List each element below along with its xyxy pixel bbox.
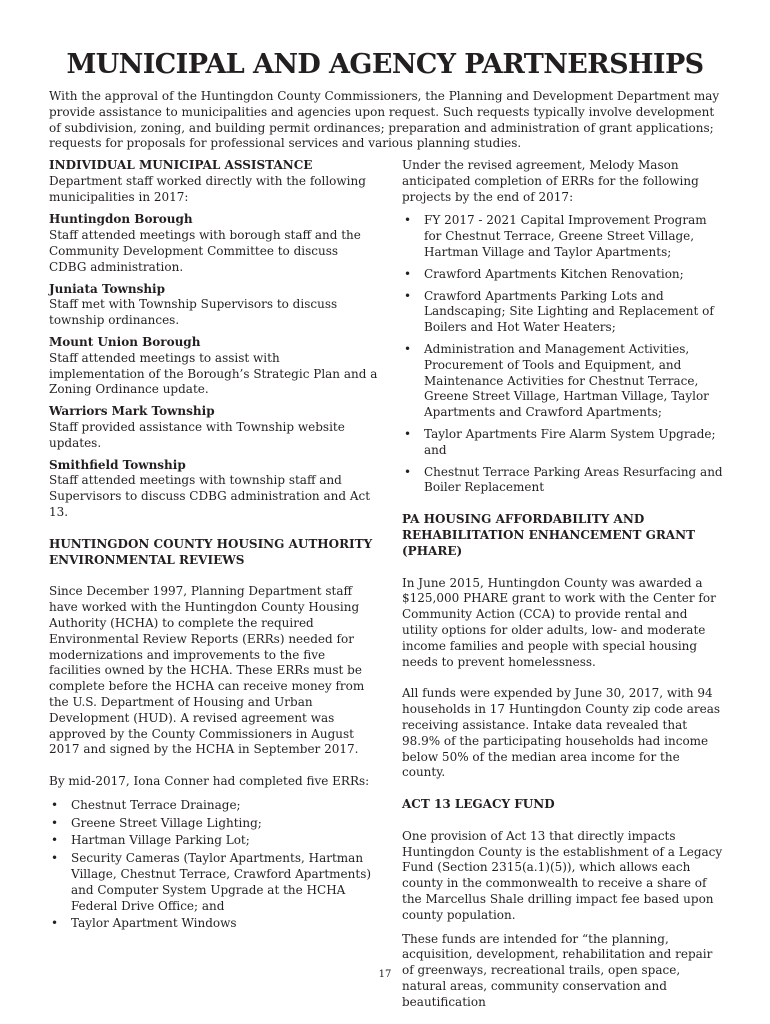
errs-list <box>49 798 379 932</box>
list-item: • Taylor Apartments Fire Alarm System Upgrade; and <box>402 427 724 459</box>
municipality-text: Staff provided assistance with Township website updates. <box>49 419 345 450</box>
hcha-projects-intro: Under the revised agreement, Melody Mason anticipated completion of ERRs for the following projects by the end of 2017: <box>402 158 699 204</box>
act13-paragraph-1: One provision of Act 13 that directly impacts Huntingdon County is the establishment of a Legacy Fund (Section 2315(a.1)(5)), which allows each county in the commonwealth to receive a share of the Marcellus Shale drilling impact fee based upon county population. <box>402 828 723 922</box>
list-item: • Crawford Apartments Kitchen Renovation; <box>402 267 724 283</box>
municipality-text: Staff met with Township Supervisors to discuss township ordinances. <box>49 297 338 328</box>
hcha-paragraph: Since December 1997, Planning Department staff have worked with the Huntingdon County Housing Authority (HCHA) to complete the required Environmental Review Reports (ERRs) needed for modernizations and improvements to the five facilities owned by the HCHA. These ERRs must be complete before the HCHA can receive money from the U.S. Department of Housing and Urban Development (HUD). A revised agreement was approved by the County Commissioners in August 2017 and signed by the HCHA in September 2017. <box>49 584 365 757</box>
municipality-name: Smithfield Township <box>49 457 186 472</box>
act13-paragraph-2: These funds are intended for “the planning, acquisition, development, rehabilitation and repair of greenways, recreational trails, open space, natural areas, community conservation and beautification <box>402 931 713 1009</box>
right-column <box>402 158 724 1011</box>
projects-list <box>402 213 724 496</box>
individual-intro: Department staff worked directly with the following municipalities in 2017: <box>49 173 366 204</box>
municipality-entry <box>49 212 379 275</box>
municipality-entry <box>49 282 379 329</box>
list-item: • Crawford Apartments Parking Lots and Landscaping; Site Lighting and Replacement of Boilers and Hot Water Heaters; <box>402 289 724 336</box>
municipality-entry <box>49 404 379 451</box>
municipality-name: Huntingdon Borough <box>49 212 193 227</box>
page-title: MUNICIPAL AND AGENCY PARTNERSHIPS <box>66 49 704 80</box>
intro-paragraph: With the approval of the Huntingdon County Commissioners, the Planning and Development Department may provide assistance to municipalities and agencies upon request. Such requests typically involve development of subdivision, zoning, and building permit ordinances; preparation and administration of grant applications; requests for proposals for professional services and various planning studies. <box>49 89 720 151</box>
municipality-text: Staff attended meetings with borough staff and the Community Development Committee to discuss CDBG administration. <box>49 228 361 274</box>
phare-paragraph-1: In June 2015, Huntingdon County was awarded a $125,000 PHARE grant to work with the Center for Community Action (CCA) to provide rental and utility options for older adults, low- and moderate income families and people with special housing needs to prevent homelessness. <box>402 575 716 669</box>
phare-paragraph-2: All funds were expended by June 30, 2017, with 94 households in 17 Huntingdon County zip code areas receiving assistance. Intake data revealed that 98.9% of the participating households had income below 50% of the median area income for the county. <box>402 686 721 780</box>
act13-heading: ACT 13 LEGACY FUND <box>402 797 555 812</box>
list-item: • Greene Street Village Lighting; <box>49 816 379 832</box>
municipality-name: Juniata Township <box>49 281 165 296</box>
municipality-entry <box>49 335 379 398</box>
list-item: • Chestnut Terrace Parking Areas Resurfacing and Boiler Replacement <box>402 465 724 497</box>
municipality-text: Staff attended meetings to assist with implementation of the Borough’s Strategic Plan and a Zoning Ordinance update. <box>49 350 378 397</box>
list-item: • Administration and Management Activities, Procurement of Tools and Equipment, and Maintenance Activities for Chestnut Terrace, Greene Street Village, Hartman Village, Taylor Apartments and Crawford Apartments; <box>402 342 724 421</box>
municipality-entry <box>49 458 379 521</box>
list-item: • Hartman Village Parking Lot; <box>49 833 379 849</box>
hcha-errs-intro: By mid-2017, Iona Conner had completed five ERRs: <box>49 774 370 789</box>
list-item: • Chestnut Terrace Drainage; <box>49 798 379 814</box>
list-item: • Taylor Apartment Windows <box>49 916 379 932</box>
municipality-text: Staff attended meetings with township staff and Supervisors to discuss CDBG administration and Act 13. <box>49 473 371 519</box>
municipality-name: Warriors Mark Township <box>49 404 215 419</box>
individual-heading: INDIVIDUAL MUNICIPAL ASSISTANCE <box>49 158 313 172</box>
phare-heading: PA HOUSING AFFORDABILITY AND REHABILITATION ENHANCEMENT GRANT (PHARE) <box>402 512 696 558</box>
list-item: • FY 2017 - 2021 Capital Improvement Program for Chestnut Terrace, Greene Street Village, Hartman Village and Taylor Apartments; <box>402 213 724 260</box>
page-number: 17 <box>378 969 392 980</box>
list-item: • Security Cameras (Taylor Apartments, Hartman Village, Chestnut Terrace, Crawford Apartments) and Computer System Upgrade at the HCHA Federal Drive Office; and <box>49 851 379 914</box>
municipality-name: Mount Union Borough <box>49 334 201 349</box>
left-column <box>49 158 379 932</box>
hcha-heading: HUNTINGDON COUNTY HOUSING AUTHORITY ENVIRONMENTAL REVIEWS <box>49 536 373 567</box>
